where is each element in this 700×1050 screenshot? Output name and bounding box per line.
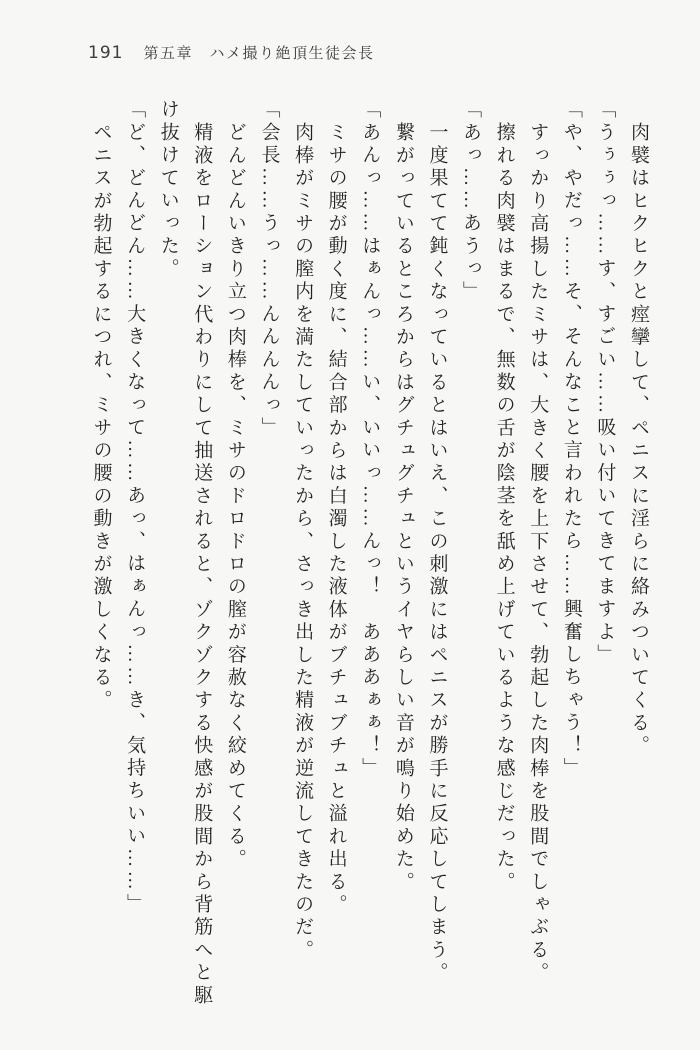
page-header — [88, 42, 374, 63]
text-line: 「うぅぅっ……す、すごい……吸い付いてきてますよ」 — [594, 99, 616, 667]
text-line: ペニスが勃起するにつれ、ミサの腰の動きが激しくなる。 — [90, 121, 112, 712]
page-number: 191 — [88, 43, 124, 63]
text-line: 精液をローション代わりにして抽送されると、ゾクゾクする快感が股間から背筋へと駆 — [191, 121, 213, 1007]
text-line: 繋がっているところからはグチュグチュというイヤらしい音が鳴り始めた。 — [392, 121, 414, 894]
text-line: 肉襞はヒクヒクと痙攣して、ペニスに淫らに絡みついてくる。 — [628, 121, 649, 758]
chapter-title: 第五章 ハメ撮り絶頂生徒会長 — [143, 44, 375, 62]
text-line: 擦れる肉襞はまるで、無数の舌が陰茎を舐め上げているような感じだった。 — [493, 121, 515, 894]
text-body — [84, 99, 655, 1027]
text-line: 肉棒がミサの膣内を満たしていったから、さっき出した精液が逆流してきたのだ。 — [292, 121, 314, 962]
text-line: どんどんいきり立つ肉棒を、ミサのドロドロの膣が容赦なく絞めてくる。 — [224, 121, 246, 871]
text-line: すっかり高揚したミサは、大きく腰を上下させて、勃起した肉棒を股間でしゃぶる。 — [527, 121, 549, 985]
text-line: 「あんっ……はぁんっ……い、いいっ……んっ！ あああぁぁ！」 — [359, 99, 381, 780]
text-line: ミサの腰が動く度に、結合部からは白濁した液体がブチュブチュと溢れ出る。 — [325, 121, 347, 917]
text-line: 「や、やだっ……そ、そんなこと言われたら……興奮しちゃう！」 — [560, 99, 582, 780]
text-line: 「あっ……あうっ」 — [460, 99, 482, 304]
text-line: 「ど、どんどん……大きくなって……あっ、はぁんっ……き、気持ちいい……」 — [124, 99, 146, 917]
text-line: 「会長……うっ……んんんんっ」 — [258, 99, 280, 440]
text-line: け抜けていった。 — [157, 99, 179, 281]
text-line: 一度果てて鈍くなっているとはいえ、この刺激にはペニスが勝手に反応してしまう。 — [426, 121, 448, 985]
